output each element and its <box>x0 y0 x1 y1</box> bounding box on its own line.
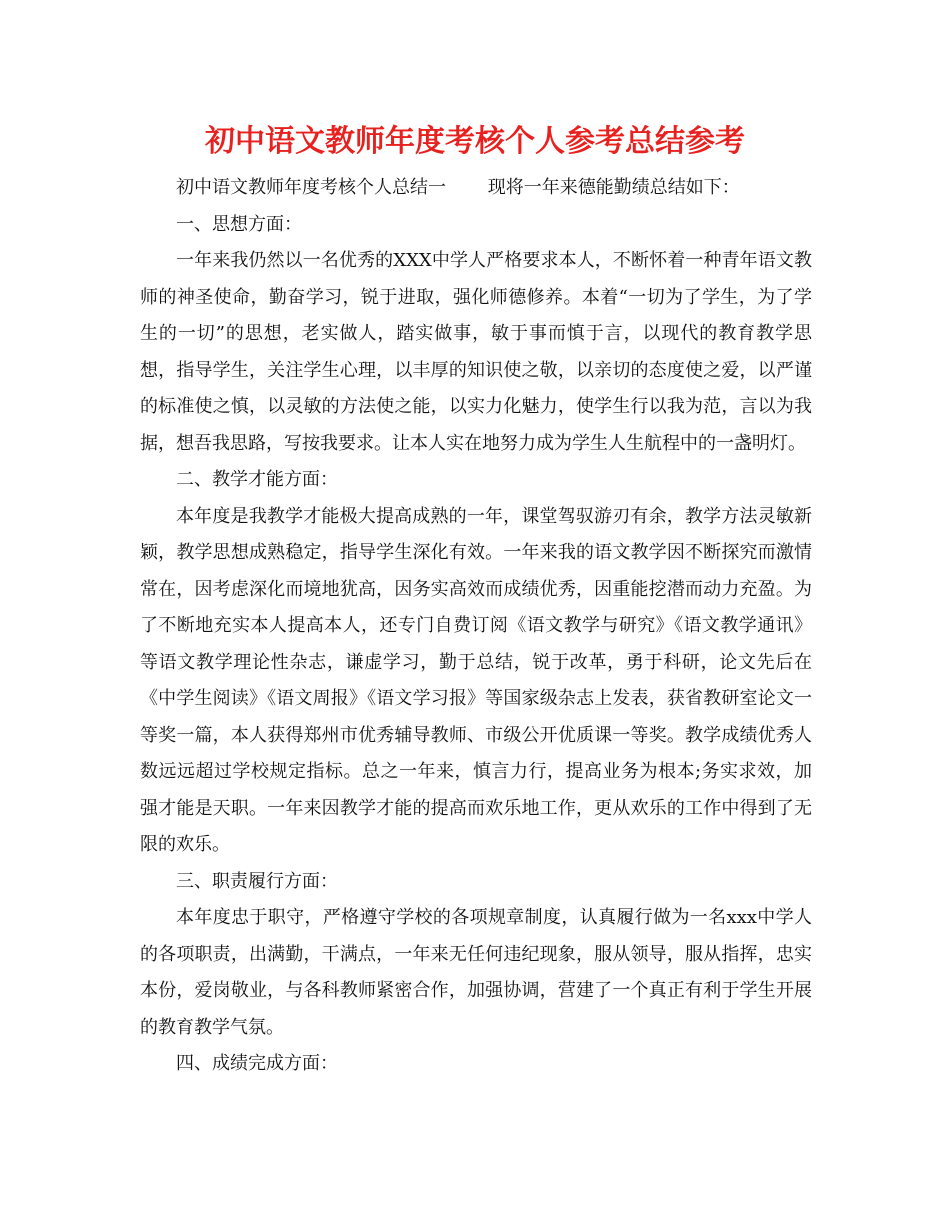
section-heading-teaching: 二、教学才能方面： <box>176 469 338 490</box>
section-heading-duties: 三、职责履行方面： <box>176 870 338 892</box>
section-heading-thought: 一、思想方面： <box>176 213 302 235</box>
section-heading-achievements: 四、成绩完成方面： <box>176 1053 338 1074</box>
document-title: 初中语文教师年度考核个人参考总结参考 <box>205 124 745 159</box>
section-paragraph-teaching: 本年度是我教学才能极大提高成熟的一年，课堂驾驭游刃有余，教学方法灵敏新颖，教学思想成熟稳定，指导学生深化有效。一年来我的语文教学因不断探究而激情常在，因考虑深化而境地犹高，因务实高效而成绩优秀，因重能挖潜而动力充盈。为了不断地充实本人提高本人，还专门自费订阅《语文教学与研究》《语文教学通讯》等语文教学理论性杂志，谦虚学习，勤于总结，锐于改革，勇于科研，论文先后在《中学生阅读》《语文周报》《语文学习报》等国家级杂志上发表，获省教研室论文一等奖一篇，本人获得郑州市优秀辅导教师、市级公开优质课一等奖。教学成绩优秀人数远远超过学校规定指标。总之一年来，慎言力行，提高业务为根本;务实求效，加强才能是天职。一年来因教学才能的提高而欢乐地工作，更从欢乐的工作中得到了无限的欢乐。 <box>140 505 812 855</box>
section-paragraph-thought: 一年来我仍然以一名优秀的XXX中学人严格要求本人，不断怀着一种青年语文教师的神圣使命，勤奋学习，锐于进取，强化师德修养。本着“一切为了学生，为了学生的一切”的思想，老实做人，踏实做事，敏于事而慎于言，以现代的教育教学思想，指导学生，关注学生心理，以丰厚的知识使之敬，以亲切的态度使之爱，以严谨的标准使之慎，以灵敏的方法使之能，以实力化魅力，使学生行以我为范，言以为我据，想吾我思路，写按我要求。让本人实在地努力成为学生人生航程中的一盏明灯。 <box>140 250 812 454</box>
intro-line: 初中语文教师年度考核个人总结一 现将一年来德能勤绩总结如下： <box>176 177 740 198</box>
section-paragraph-duties: 本年度忠于职守，严格遵守学校的各项规章制度，认真履行做为一名xxx中学人的各项职责，出满勤，干满点，一年来无任何违纪现象，服从领导，服从指挥，忠实本份，爱岗敬业，与各科教师紧密合作，加强协调，营建了一个真正有利于学生开展的教育教学气氛。 <box>140 907 812 1038</box>
document-body <box>140 170 812 1083</box>
